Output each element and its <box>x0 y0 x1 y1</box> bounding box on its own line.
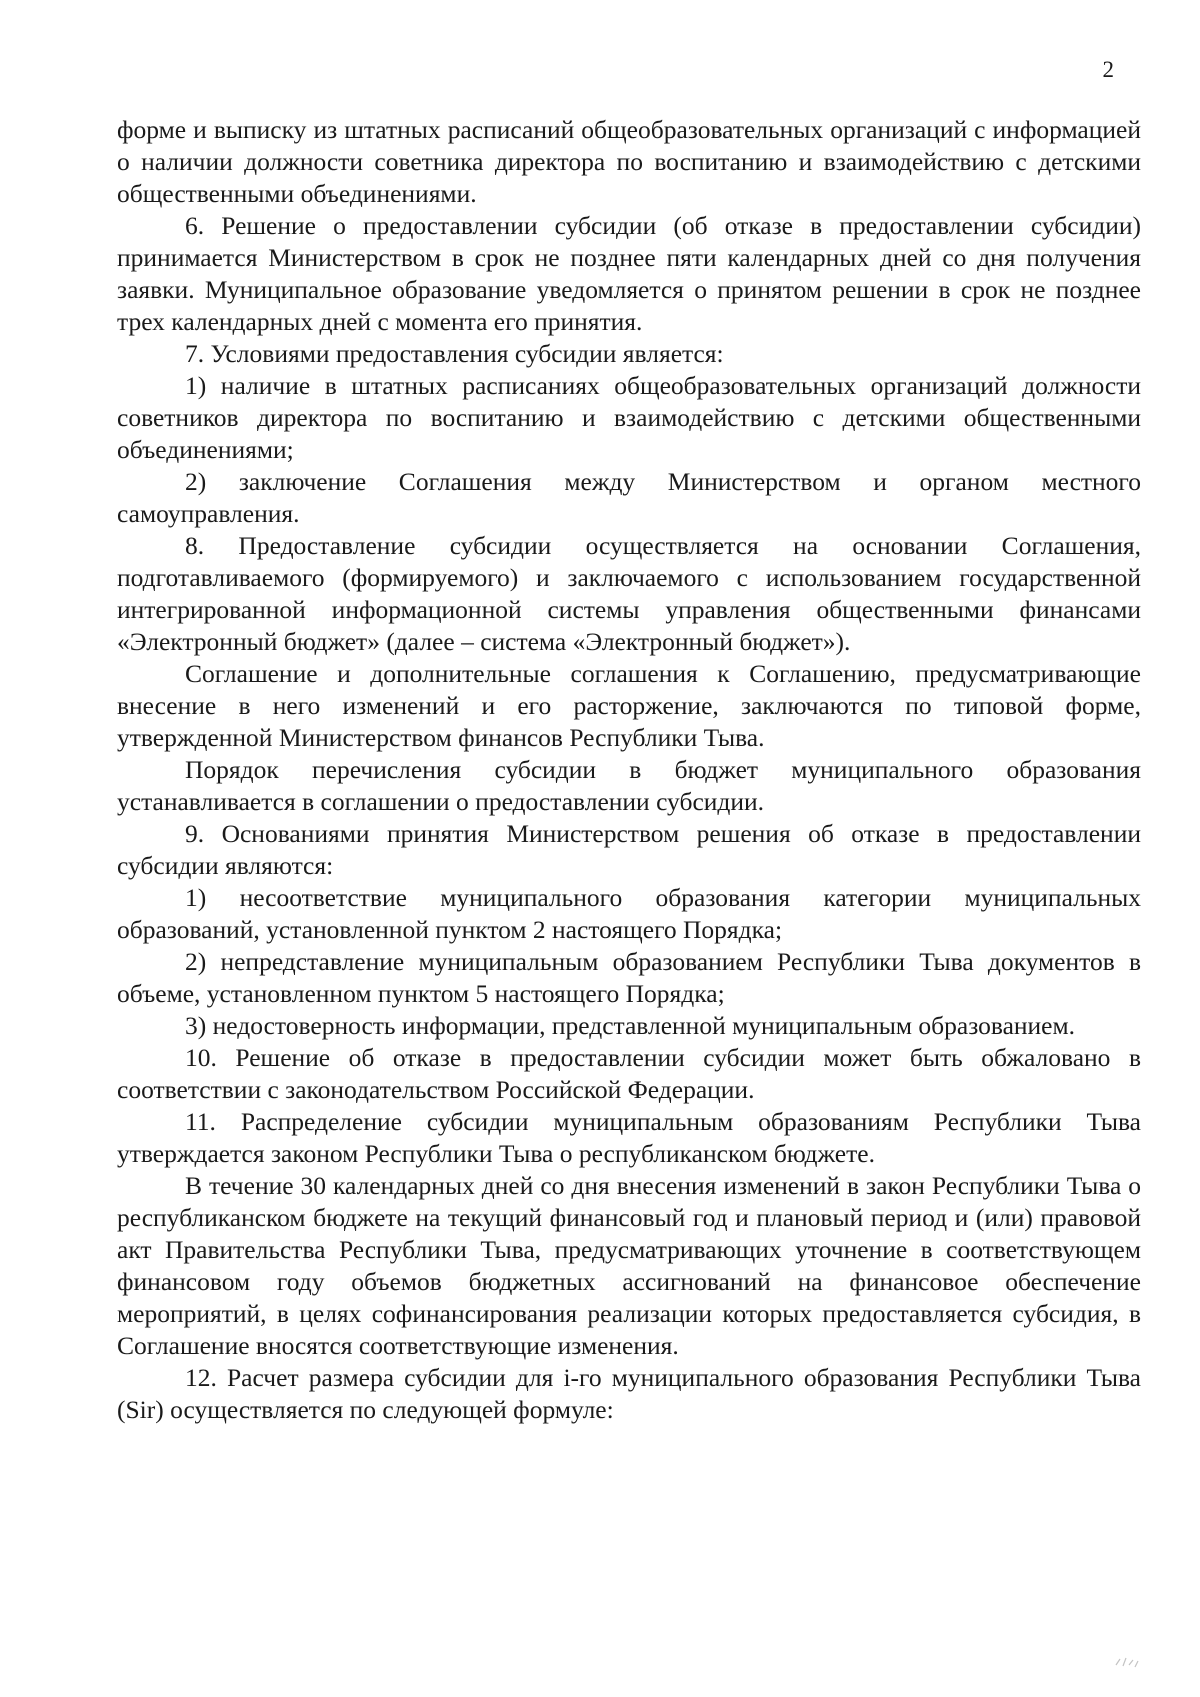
scan-artifact-icon <box>1114 1655 1140 1669</box>
paragraph-item-9-2: 2) непредставление муниципальным образованием Республики Тыва документов в объеме, установленном пунктом 5 настоящего Порядка; <box>117 947 1141 1008</box>
paragraph-item-6: 6. Решение о предоставлении субсидии (об отказе в предоставлении субсидии) принимается Министерством в срок не позднее пяти календарных дней со дня получения заявки. Муниципальное образование уведомляется о принятом решении в срок не позднее трех календарных дней с момента его принятия. <box>117 211 1141 336</box>
paragraph-item-9-1: 1) несоответствие муниципального образования категории муниципальных образований, установленной пунктом 2 настоящего Порядка; <box>117 883 1141 944</box>
paragraph-item-7: 7. Условиями предоставления субсидии является: <box>185 339 724 368</box>
paragraph-item-7-2: 2) заключение Соглашения между Министерством и органом местного самоуправления. <box>117 467 1141 528</box>
paragraph-item-11-changes: В течение 30 календарных дней со дня внесения изменений в закон Республики Тыва о республиканском бюджете на текущий финансовый год и плановый период и (или) правовой акт Правительства Республики Тыва, предусматривающих уточнение в соответствующем финансовом году объемов бюджетных ассигнований на финансовое обеспечение мероприятий, в целях софинансирования реализации которых предоставляется субсидия, в Соглашение вносятся соответствующие изменения. <box>117 1171 1141 1360</box>
paragraph-item-7-1: 1) наличие в штатных расписаниях общеобразовательных организаций должности советников директора по воспитанию и взаимодействию с детскими общественными объединениями; <box>117 371 1141 464</box>
paragraph-item-10: 10. Решение об отказе в предоставлении субсидии может быть обжаловано в соответствии с законодательством Российской Федерации. <box>117 1043 1141 1104</box>
paragraph-item-9-3: 3) недостоверность информации, представленной муниципальным образованием. <box>185 1011 1076 1040</box>
paragraph-item-11: 11. Распределение субсидии муниципальным образованиям Республики Тыва утверждается законом Республики Тыва о республиканском бюджете. <box>117 1107 1141 1168</box>
paragraph-item-8-agreements: Соглашение и дополнительные соглашения к Соглашению, предусматривающие внесение в него изменений и его расторжение, заключаются по типовой форме, утвержденной Министерством финансов Республики Тыва. <box>117 659 1141 752</box>
paragraph-continuation: форме и выписку из штатных расписаний общеобразовательных организаций с информацией о наличии должности советника директора по воспитанию и взаимодействию с детскими общественными объединениями. <box>117 115 1141 208</box>
paragraph-item-12: 12. Расчет размера субсидии для i-го муниципального образования Республики Тыва (Sir) осуществляется по следующей формуле: <box>117 1363 1141 1424</box>
paragraph-item-9: 9. Основаниями принятия Министерством решения об отказе в предоставлении субсидии являются: <box>117 819 1141 880</box>
paragraph-item-8-transfer-order: Порядок перечисления субсидии в бюджет муниципального образования устанавливается в соглашении о предоставлении субсидии. <box>117 755 1141 816</box>
page-number: 2 <box>1102 57 1114 82</box>
paragraph-item-8: 8. Предоставление субсидии осуществляется на основании Соглашения, подготавливаемого (формируемого) и заключаемого с использованием государственной интегрированной информационной системы управления общественными финансами «Электронный бюджет» (далее – система «Электронный бюджет»). <box>117 531 1141 656</box>
document-body <box>117 114 1141 1426</box>
